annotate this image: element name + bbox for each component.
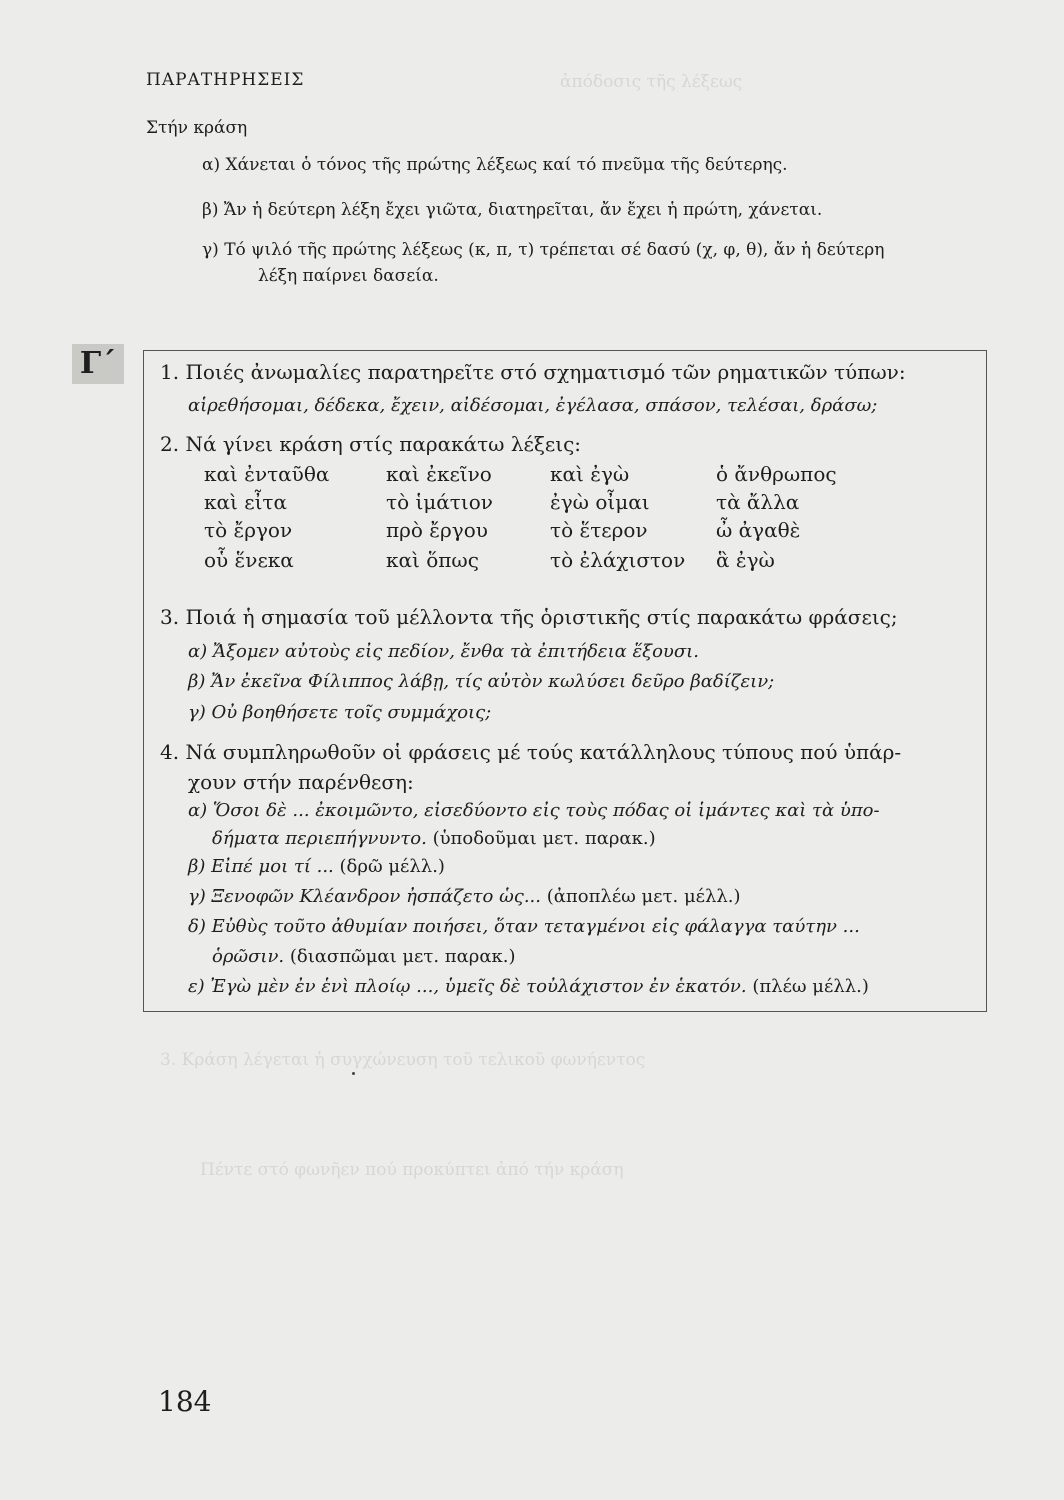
question-4-item-b-hint: (δρῶ μέλλ.) bbox=[339, 856, 445, 877]
question-4-item-a-line2 bbox=[212, 828, 656, 849]
question-4-item-d-text: ὁρῶσιν. bbox=[212, 946, 285, 967]
question-4-item-c-hint: (ἀποπλέω μετ. μέλλ.) bbox=[546, 886, 741, 907]
question-1-forms: αἱρεθήσομαι, δέδεκα, ἔχειν, αἰδέσομαι, ἐγέλασα, σπάσον, τελέσαι, δράσω; bbox=[188, 395, 878, 416]
word-cell: καὶ ἐκεῖνο bbox=[386, 462, 492, 486]
word-cell: τὸ ἐλάχιστον bbox=[550, 548, 686, 572]
question-3-item-a: α) Ἄξομεν αὐτοὺς εἰς πεδίον, ἔνθα τὰ ἐπιτήδεια ἕξουσι. bbox=[188, 641, 699, 662]
word-cell: καὶ ἐνταῦθα bbox=[204, 462, 330, 486]
question-4-item-a-text: δήματα περιεπήγνυντο. bbox=[212, 828, 427, 849]
question-4-item-b-text: β) Εἰπέ μοι τί ... bbox=[188, 856, 334, 877]
section-badge: Γ΄ bbox=[72, 344, 124, 384]
observations-heading: ΠΑΡΑΤΗΡΗΣΕΙΣ bbox=[146, 70, 305, 90]
word-cell: τὰ ἄλλα bbox=[716, 490, 800, 514]
observation-b: β) Ἄν ἡ δεύτερη λέξη ἔχει γιῶτα, διατηρεῖται, ἄν ἔχει ἡ πρώτη, χάνεται. bbox=[202, 200, 823, 220]
word-cell: τὸ ἔργον bbox=[204, 518, 293, 542]
question-4: 4. Νά συμπληρωθοῦν οἱ φράσεις μέ τούς κατάλληλους τύπους πού ὑπάρ- bbox=[160, 740, 902, 764]
question-4-continuation: χουν στήν παρένθεση: bbox=[188, 770, 414, 794]
stray-mark bbox=[352, 1072, 355, 1075]
bleed-through-text: Πέντε στό φωνῆεν πού προκύπτει ἀπό τήν κράση bbox=[200, 1160, 624, 1180]
question-4-item-c-text: γ) Ξενοφῶν Κλέανδρον ἠσπάζετο ὡς... bbox=[188, 886, 541, 907]
question-4-item-d-line2 bbox=[212, 946, 516, 967]
word-cell: πρὸ ἔργου bbox=[386, 518, 488, 542]
question-1: 1. Ποιές ἀνωμαλίες παρατηρεῖτε στό σχηματισμό τῶν ρηματικῶν τύπων: bbox=[160, 360, 906, 384]
word-cell: τὸ ἕτερον bbox=[550, 518, 648, 542]
bleed-through-text: 3. Κράση λέγεται ἡ συγχώνευση τοῦ τελικοῦ φωνήεντος bbox=[160, 1050, 646, 1070]
observations-intro: Στήν κράση bbox=[146, 118, 248, 138]
question-4-item-c bbox=[188, 886, 741, 907]
question-4-item-e-text: ε) Ἐγὼ μὲν ἐν ἑνὶ πλοίῳ ..., ὑμεῖς δὲ τοὐλάχιστον ἐν ἑκατόν. bbox=[188, 976, 747, 997]
word-cell: ἐγὼ οἶμαι bbox=[550, 490, 650, 514]
word-cell: ἃ ἐγὼ bbox=[716, 548, 775, 572]
word-cell: ὦ ἀγαθὲ bbox=[716, 518, 801, 542]
question-3-item-b: β) Ἄν ἐκεῖνα Φίλιππος λάβῃ, τίς αὐτὸν κωλύσει δεῦρο βαδίζειν; bbox=[188, 671, 775, 692]
question-4-item-d: δ) Εὐθὺς τοῦτο ἀθυμίαν ποιήσει, ὅταν τεταγμένοι εἰς φάλαγγα ταύτην ... bbox=[188, 916, 860, 937]
observation-a: α) Χάνεται ὁ τόνος τῆς πρώτης λέξεως καί τό πνεῦμα τῆς δεύτερης. bbox=[202, 155, 788, 175]
question-4-item-a-hint: (ὑποδοῦμαι μετ. παρακ.) bbox=[432, 828, 656, 849]
question-3-item-c: γ) Οὐ βοηθήσετε τοῖς συμμάχοις; bbox=[188, 702, 492, 723]
question-2: 2. Νά γίνει κράση στίς παρακάτω λέξεις: bbox=[160, 432, 582, 456]
word-cell: οὗ ἕνεκα bbox=[204, 548, 294, 572]
question-4-item-d-hint: (διασπῶμαι μετ. παρακ.) bbox=[289, 946, 516, 967]
page-number: 184 bbox=[158, 1385, 212, 1418]
question-4-item-b bbox=[188, 856, 445, 877]
question-3: 3. Ποιά ἡ σημασία τοῦ μέλλοντα τῆς ὁριστικῆς στίς παρακάτω φράσεις; bbox=[160, 605, 898, 629]
word-cell: ὁ ἄνθρωπος bbox=[716, 462, 837, 486]
observation-c-continuation: λέξη παίρνει δασεία. bbox=[258, 266, 439, 286]
question-4-item-e bbox=[188, 976, 869, 997]
observation-c: γ) Τό ψιλό τῆς πρώτης λέξεως (κ, π, τ) τρέπεται σέ δασύ (χ, φ, θ), ἄν ἡ δεύτερη bbox=[202, 240, 885, 260]
question-4-item-e-hint: (πλέω μέλλ.) bbox=[752, 976, 869, 997]
question-4-item-a: α) Ὅσοι δὲ ... ἐκοιμῶντο, εἰσεδύοντο εἰς τοὺς πόδας οἱ ἱμάντες καὶ τὰ ὑπο- bbox=[188, 800, 880, 821]
bleed-through-text: ἀπόδοσις τῆς λέξεως bbox=[560, 72, 743, 92]
word-cell: καὶ ὅπως bbox=[386, 548, 479, 572]
word-cell: καὶ ἐγὼ bbox=[550, 462, 630, 486]
word-cell: τὸ ἱμάτιον bbox=[386, 490, 493, 514]
word-cell: καὶ εἶτα bbox=[204, 490, 287, 514]
